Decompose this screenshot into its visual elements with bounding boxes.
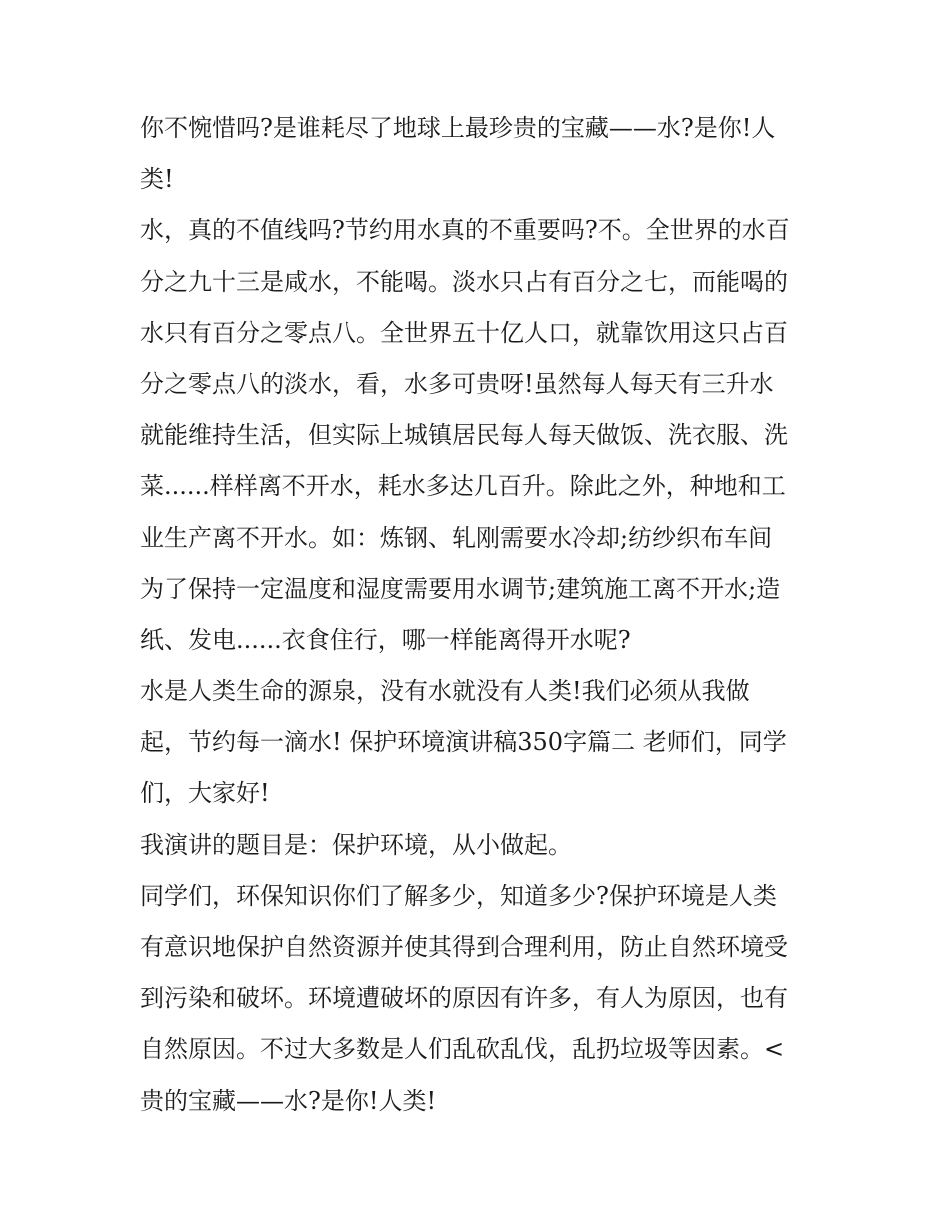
text-line: 水只有百分之零点八。全世界五十亿人口，就靠饮用这只占百 [140, 318, 788, 347]
text-line: 分之九十三是咸水，不能喝。淡水只占有百分之七，而能喝的 [140, 267, 788, 296]
text-line: 水，真的不值线吗?节约用水真的不重要吗?不。全世界的水百 [140, 216, 790, 245]
text-line: 们，大家好! [140, 779, 270, 808]
text-line: 贵的宝藏——水?是你!人类! [140, 1086, 437, 1115]
text-line: 分之零点八的淡水，看，水多可贵呀!虽然每人每天有三升水 [140, 369, 774, 398]
text-line: 自然原因。不过大多数是人们乱砍乱伐，乱扔垃圾等因素。< [140, 1035, 785, 1064]
text-line: 有意识地保护自然资源并使其得到合理利用，防止自然环境受 [140, 933, 788, 961]
text-line: 同学们，环保知识你们了解多少，知道多少?保护环境是人类 [140, 881, 777, 910]
text-line: 到污染和破坏。环境遭破坏的原因有许多，有人为原因，也有 [140, 984, 788, 1013]
text-line: 水是人类生命的源泉，没有水就没有人类!我们必须从我做 [140, 677, 750, 706]
document-body-text [140, 103, 820, 1127]
text-line: 纸、发电......衣食住行，哪一样能离得开水呢? [140, 625, 631, 654]
text-line: 业生产离不开水。如：炼钢、轧刚需要水冷却;纺纱织布车间 [140, 523, 773, 552]
text-line: 你不惋惜吗?是谁耗尽了地球上最珍贵的宝藏——水?是你!人 [140, 114, 776, 142]
text-line: 类! [140, 165, 174, 194]
text-line: 我演讲的题目是：保护环境，从小做起。 [140, 830, 572, 859]
text-line: 就能维持生活，但实际上城镇居民每人每天做饭、洗衣服、洗 [140, 421, 788, 450]
text-line: 起，节约每一滴水! 保护环境演讲稿350字篇二 老师们，同学 [140, 728, 787, 757]
text-line: 菜......样样离不开水，耗水多达几百升。除此之外，种地和工 [140, 472, 786, 501]
text-line: 为了保持一定温度和湿度需要用水调节;建筑施工离不开水;造 [140, 574, 781, 603]
